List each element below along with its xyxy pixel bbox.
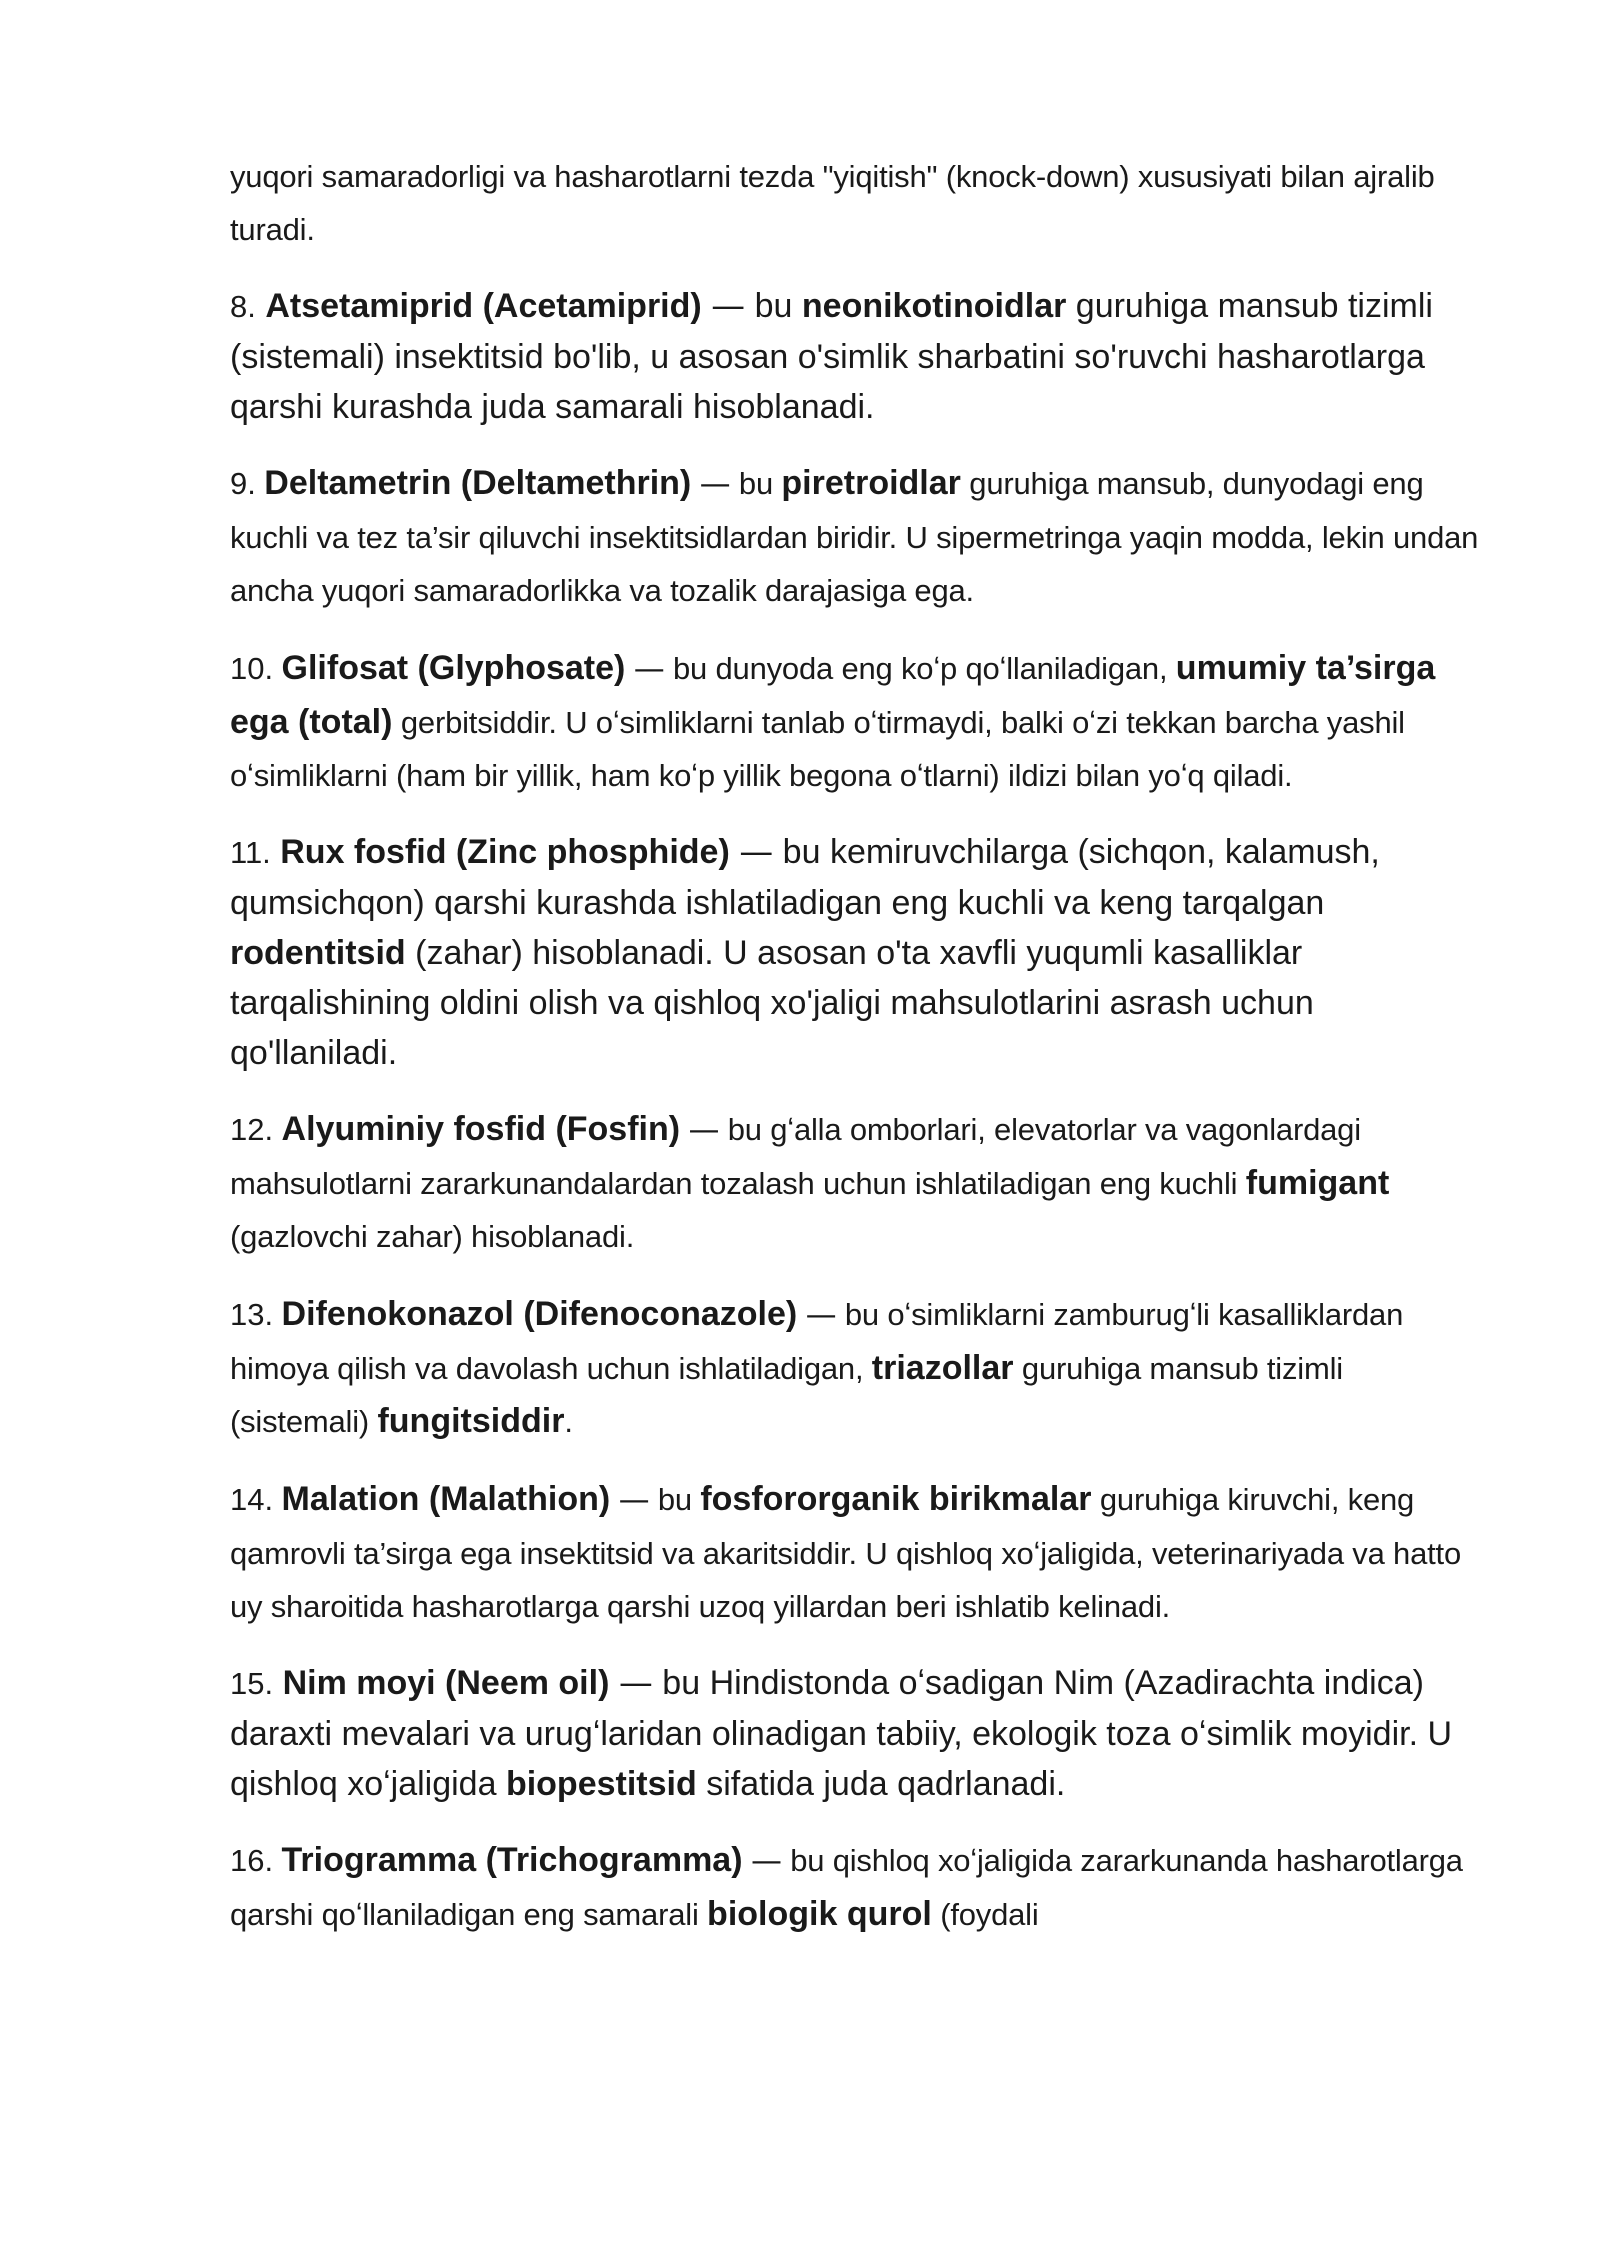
item-dash: —	[633, 651, 665, 687]
item-term: Triogramma (Trichogramma)	[281, 1841, 743, 1879]
item-emphasis: fumigant	[1245, 1164, 1390, 1202]
intro-text: yuqori samaradorligi va hasharotlarni tezda "yiqitish" (knock-down) xususiyati bilan ajralib turadi.	[230, 159, 1435, 247]
item-number: 15.	[230, 1666, 274, 1701]
item-text-pre: bu	[649, 1482, 701, 1517]
item-number: 12.	[230, 1112, 274, 1147]
item-dash: —	[699, 466, 731, 502]
item-text-pre: bu dunyoda eng koʻp qoʻllaniladigan,	[664, 651, 1176, 686]
item-number: 13.	[230, 1297, 274, 1332]
item-text-pre: bu	[730, 466, 782, 501]
item-dash: —	[750, 1843, 782, 1879]
item-number: 16.	[230, 1843, 274, 1878]
item-term: Alyuminiy fosfid (Fosfin)	[281, 1110, 681, 1148]
item-emphasis: biologik qurol	[707, 1895, 932, 1933]
list-item-12	[230, 1103, 1490, 1263]
item-emphasis: rodentitsid	[230, 934, 406, 972]
list-item-8	[230, 281, 1490, 432]
item-term: Deltametrin (Deltamethrin)	[264, 464, 692, 502]
item-dash: —	[618, 1663, 653, 1703]
list-item-16	[230, 1834, 1490, 1941]
item-text-post: guruhiga mansub tizimli (sistemali)	[230, 1351, 1343, 1439]
item-text-pre: bu oʻsimliklarni zamburugʻli kasalliklardan himoya qilish va davolash uchun ishlatiladigan,	[230, 1297, 1404, 1386]
item-text-post: sifatida juda qadrlanadi.	[696, 1765, 1066, 1803]
document-page	[230, 150, 1490, 1966]
item-text-post: gerbitsiddir. U oʻsimliklarni tanlab oʻtirmaydi, balki oʻzi tekkan barcha yashil oʻsimliklarni (ham bir yillik, ham koʻp yillik begona oʻtlarni) ildizi bilan yoʻq qiladi.	[230, 705, 1405, 793]
list-item-10	[230, 642, 1490, 802]
item-dash: —	[739, 832, 774, 872]
item-emphasis-2: fungitsiddir	[377, 1402, 565, 1440]
item-text-pre: bu gʻalla omborlari, elevatorlar va vagonlardagi mahsulotlarni zararkunandalardan tozalash uchun ishlatiladigan eng kuchli	[230, 1112, 1361, 1201]
item-text-post-2: .	[564, 1404, 573, 1439]
item-emphasis: umumiy ta’sirga ega (total)	[230, 649, 1436, 741]
list-item-14	[230, 1473, 1490, 1633]
item-number: 8.	[230, 289, 256, 324]
list-item-11	[230, 827, 1490, 1078]
item-dash: —	[688, 1112, 720, 1148]
intro-paragraph	[230, 150, 1490, 256]
item-text-post: guruhiga mansub tizimli (sistemali) insektitsid bo'lib, u asosan o'simlik sharbatini so'ruvchi hasharotlarga qarshi kurashda juda samarali hisoblanadi.	[230, 287, 1433, 426]
item-emphasis: fosfororganik birikmalar	[700, 1480, 1092, 1518]
item-term: Atsetamiprid (Acetamiprid)	[265, 287, 702, 325]
item-text-post: guruhiga kiruvchi, keng qamrovli ta’sirga ega insektitsid va akaritsiddir. U qishloq xoʻjaligida, veterinariyada va hatto uy sharoitida hasharotlarga qarshi uzoq yillardan beri ishlatib kelinadi.	[230, 1482, 1461, 1624]
item-emphasis: triazollar	[871, 1349, 1014, 1387]
item-number: 14.	[230, 1482, 274, 1517]
item-number: 10.	[230, 651, 274, 686]
item-text-post: (foydali	[931, 1897, 1039, 1932]
item-emphasis: neonikotinoidlar	[801, 287, 1067, 325]
item-dash: —	[618, 1482, 650, 1518]
item-term: Malation (Malathion)	[281, 1480, 611, 1518]
item-term: Difenokonazol (Difenoconazole)	[281, 1295, 798, 1333]
item-term: Nim moyi (Neem oil)	[282, 1664, 610, 1702]
item-term: Glifosat (Glyphosate)	[281, 649, 626, 687]
item-number: 9.	[230, 466, 256, 501]
item-text-pre: bu	[745, 287, 802, 325]
item-text-post: (zahar) hisoblanadi. U asosan o'ta xavfli yuqumli kasalliklar tarqalishining oldini olish va qishloq xo'jaligi mahsulotlarini asrash uchun qo'llaniladi.	[230, 934, 1314, 1072]
item-text-pre: bu qishloq xoʻjaligida zararkunanda hasharotlarga qarshi qoʻllaniladigan eng samarali	[230, 1843, 1463, 1932]
list-item-15	[230, 1658, 1490, 1809]
item-emphasis: biopestitsid	[505, 1765, 697, 1803]
list-item-9	[230, 457, 1490, 617]
item-number: 11.	[230, 835, 271, 870]
item-text-post: (gazlovchi zahar) hisoblanadi.	[230, 1219, 635, 1254]
item-term: Rux fosfid (Zinc phosphide)	[280, 833, 730, 871]
item-dash: —	[805, 1297, 837, 1333]
list-item-13	[230, 1288, 1490, 1448]
item-text-post: guruhiga mansub, dunyodagi eng kuchli va tez ta’sir qiluvchi insektitsidlardan biridir. U sipermetringa yaqin modda, lekin undan ancha yuqori samaradorlikka va tozalik darajasiga ega.	[230, 466, 1479, 608]
item-text-pre: bu Hindistonda oʻsadigan Nim (Azadirachta indica) daraxti mevalari va urugʻlaridan olinadigan tabiiy, ekologik toza oʻsimlik moyidir. U qishloq xoʻjaligida	[230, 1664, 1453, 1803]
item-dash: —	[711, 286, 746, 326]
item-emphasis: piretroidlar	[781, 464, 961, 502]
item-text-pre: bu kemiruvchilarga (sichqon, kalamush, qumsichqon) qarshi kurashda ishlatiladigan eng kuchli va keng tarqalgan	[230, 833, 1380, 922]
